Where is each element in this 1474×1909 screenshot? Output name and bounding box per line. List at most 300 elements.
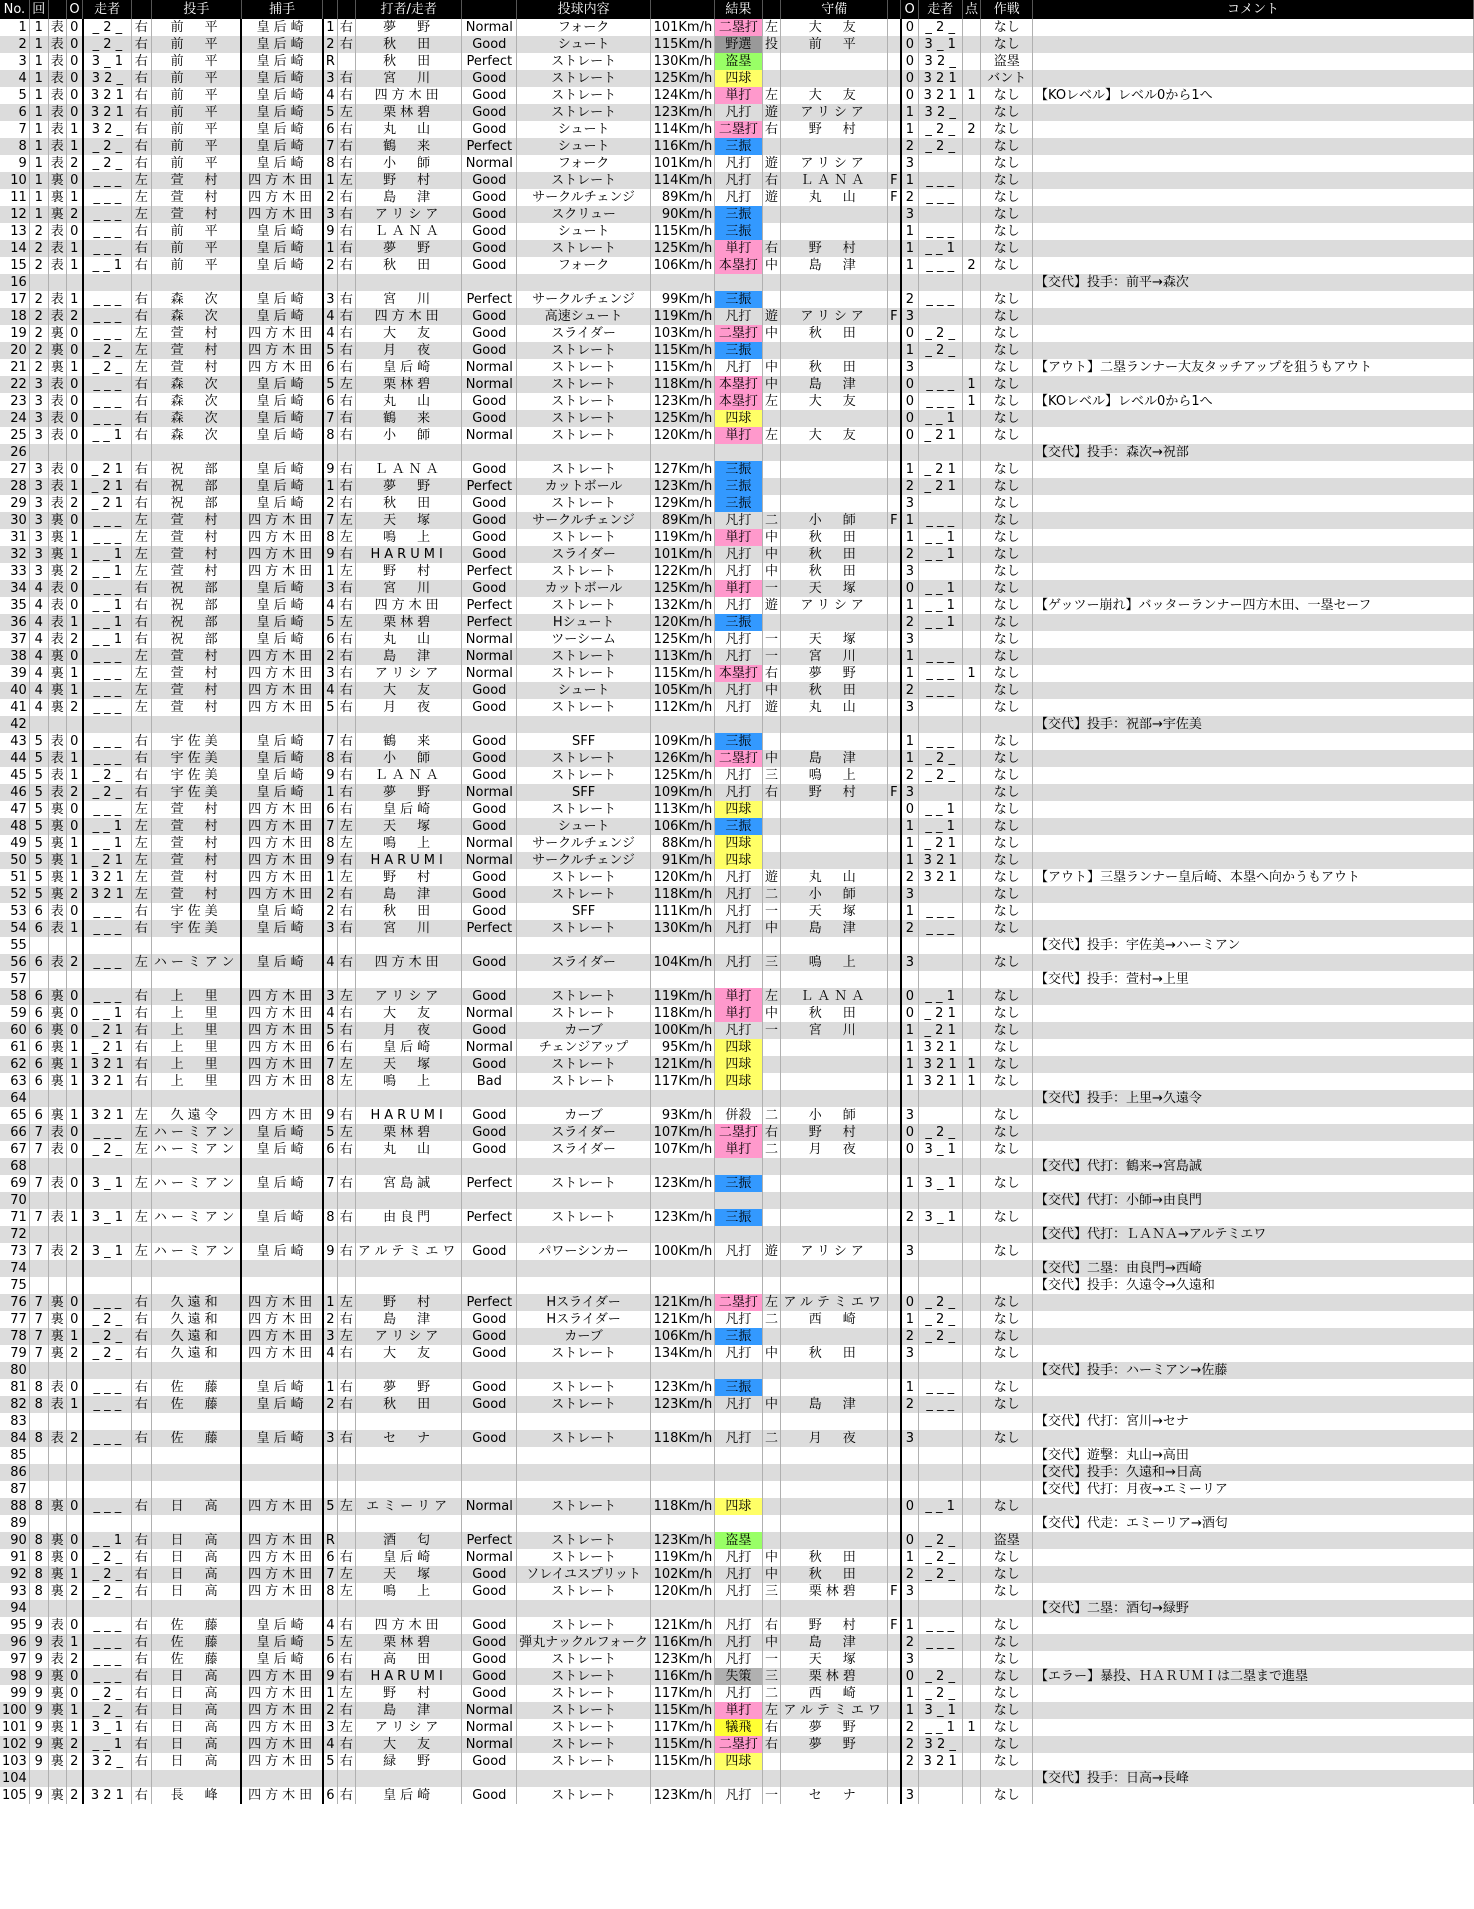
- cell-tactic: 盗塁: [981, 1532, 1033, 1549]
- header-inning: 回: [29, 0, 48, 19]
- cell-pitch-grade: Good: [462, 70, 517, 87]
- cell-foul-flag: [887, 342, 900, 359]
- cell-catcher: 四方木田: [241, 512, 323, 529]
- cell-inning: 5: [29, 886, 48, 903]
- cell-pitcher-hand: 左: [131, 342, 151, 359]
- cell-catcher: 皇后崎: [241, 631, 323, 648]
- cell-runs: [962, 614, 981, 631]
- cell-half: 表: [48, 121, 66, 138]
- cell-outs-after: 1: [901, 104, 918, 121]
- cell-pitch-type: [517, 1277, 651, 1294]
- cell-half: 裏: [48, 1702, 66, 1719]
- cell-pitcher-hand: [131, 1447, 151, 1464]
- cell-outs-after: 3: [901, 1345, 918, 1362]
- cell-pitcher-hand: 右: [131, 240, 151, 257]
- cell-runners: [83, 971, 132, 988]
- cell-batter: 島 津: [355, 648, 461, 665]
- cell-pitcher: 宇佐美: [151, 920, 241, 937]
- cell-catcher: 四方木田: [241, 1005, 323, 1022]
- cell-fielder: アルテミエワ: [781, 1702, 887, 1719]
- cell-tactic: なし: [981, 1379, 1033, 1396]
- cell-runs: [962, 1022, 981, 1039]
- cell-pitcher-hand: 右: [131, 580, 151, 597]
- cell-row-no: 100: [0, 1702, 29, 1719]
- cell-fielder: [781, 1379, 887, 1396]
- cell-runs: [962, 750, 981, 767]
- cell-tactic: なし: [981, 1073, 1033, 1090]
- cell-runners: 3 2 _: [83, 70, 132, 87]
- cell-batter-hand: [337, 1158, 355, 1175]
- cell-pitcher: 上 里: [151, 1005, 241, 1022]
- cell-pitcher: 祝 部: [151, 631, 241, 648]
- cell-row-no: 36: [0, 614, 29, 631]
- cell-runners-after: _ 2 _: [918, 1311, 962, 1328]
- cell-pitch-speed: 121Km/h: [650, 1311, 714, 1328]
- cell-tactic: なし: [981, 1022, 1033, 1039]
- cell-batting-order: 4: [323, 1345, 338, 1362]
- cell-comment: [1033, 1787, 1474, 1804]
- cell-comment: [1033, 189, 1474, 206]
- cell-half: 裏: [48, 1753, 66, 1770]
- cell-outs-after: 1: [901, 1056, 918, 1073]
- cell-pitch-speed: 106Km/h: [650, 818, 714, 835]
- cell-pitch-speed: 91Km/h: [650, 852, 714, 869]
- cell-fielder-position: [762, 53, 781, 70]
- cell-fielder-position: [762, 1498, 781, 1515]
- cell-pitch-speed: 95Km/h: [650, 1039, 714, 1056]
- cell-foul-flag: [887, 478, 900, 495]
- cell-catcher: 四方木田: [241, 325, 323, 342]
- cell-tactic: なし: [981, 580, 1033, 597]
- cell-pitcher-hand: [131, 1600, 151, 1617]
- cell-tactic: 盗塁: [981, 53, 1033, 70]
- cell-pitcher: 日 高: [151, 1702, 241, 1719]
- cell-fielder-position: [762, 1753, 781, 1770]
- cell-pitch-type: ストレート: [517, 410, 651, 427]
- cell-batter: アリシア: [355, 1328, 461, 1345]
- cell-pitch-type: カーブ: [517, 1107, 651, 1124]
- cell-runners-after: _ 2 _: [918, 121, 962, 138]
- cell-runners: _ _ _: [83, 410, 132, 427]
- cell-pitch-speed: 104Km/h: [650, 954, 714, 971]
- cell-pitcher-hand: 右: [131, 1753, 151, 1770]
- cell-batter-hand: 右: [337, 427, 355, 444]
- cell-pitch-type: ストレート: [517, 1345, 651, 1362]
- cell-batter-hand: 右: [337, 359, 355, 376]
- cell-result: [715, 1515, 762, 1532]
- cell-outs-after: 0: [901, 1005, 918, 1022]
- cell-outs: 2: [66, 784, 83, 801]
- cell-tactic: なし: [981, 1753, 1033, 1770]
- cell-outs-after: 3: [901, 886, 918, 903]
- cell-outs: 1: [66, 1107, 83, 1124]
- cell-batting-order: 2: [323, 886, 338, 903]
- cell-row-no: 9: [0, 155, 29, 172]
- cell-tactic: [981, 937, 1033, 954]
- cell-tactic: なし: [981, 903, 1033, 920]
- cell-half: 表: [48, 784, 66, 801]
- cell-outs-after: 0: [901, 1294, 918, 1311]
- cell-foul-flag: [887, 1515, 900, 1532]
- cell-pitcher-hand: 右: [131, 121, 151, 138]
- cell-catcher: [241, 1481, 323, 1498]
- cell-inning: 4: [29, 614, 48, 631]
- cell-pitcher: 森 次: [151, 291, 241, 308]
- cell-pitcher-hand: 右: [131, 376, 151, 393]
- cell-runs: [962, 1617, 981, 1634]
- cell-runners: _ 2 _: [83, 1566, 132, 1583]
- cell-batting-order: [323, 971, 338, 988]
- cell-foul-flag: [887, 291, 900, 308]
- cell-comment: 【交代】代打：小師→由良門: [1033, 1192, 1474, 1209]
- cell-runners-after: [918, 1090, 962, 1107]
- cell-pitch-speed: 119Km/h: [650, 529, 714, 546]
- cell-pitcher-hand: [131, 1226, 151, 1243]
- cell-fielder: 小 師: [781, 512, 887, 529]
- cell-batting-order: 7: [323, 818, 338, 835]
- cell-outs-after: 2: [901, 189, 918, 206]
- cell-row-no: 48: [0, 818, 29, 835]
- cell-pitch-grade: [462, 1158, 517, 1175]
- cell-pitch-type: [517, 1158, 651, 1175]
- cell-pitch-grade: Good: [462, 1124, 517, 1141]
- cell-pitcher-hand: 左: [131, 325, 151, 342]
- cell-fielder: 大 友: [781, 393, 887, 410]
- cell-outs-after: 3: [901, 699, 918, 716]
- cell-outs-after: 2: [901, 478, 918, 495]
- cell-half: 表: [48, 1243, 66, 1260]
- cell-outs-after: 1: [901, 342, 918, 359]
- cell-inning: 1: [29, 121, 48, 138]
- cell-fielder: [781, 1498, 887, 1515]
- cell-half: 表: [48, 631, 66, 648]
- cell-catcher: 皇后崎: [241, 240, 323, 257]
- cell-outs: 2: [66, 1345, 83, 1362]
- cell-fielder-position: 左: [762, 1294, 781, 1311]
- cell-result: 三振: [715, 478, 762, 495]
- cell-batter-hand: 左: [337, 563, 355, 580]
- cell-pitch-type: [517, 1192, 651, 1209]
- cell-row-no: 52: [0, 886, 29, 903]
- cell-pitcher: 萱 村: [151, 325, 241, 342]
- cell-pitch-speed: [650, 1447, 714, 1464]
- cell-pitch-grade: Good: [462, 886, 517, 903]
- cell-catcher: 四方木田: [241, 665, 323, 682]
- cell-pitch-type: ストレート: [517, 869, 651, 886]
- cell-pitch-type: サークルチェンジ: [517, 291, 651, 308]
- cell-tactic: なし: [981, 240, 1033, 257]
- cell-pitcher: 森 次: [151, 393, 241, 410]
- cell-runners-after: _ _ 1: [918, 529, 962, 546]
- cell-outs: 0: [66, 70, 83, 87]
- cell-catcher: 四方木田: [241, 1532, 323, 1549]
- cell-comment: [1033, 291, 1474, 308]
- cell-pitch-grade: Good: [462, 1396, 517, 1413]
- table-row: [0, 1328, 1474, 1345]
- cell-row-no: 76: [0, 1294, 29, 1311]
- cell-batter: 栗林碧: [355, 376, 461, 393]
- cell-foul-flag: [887, 750, 900, 767]
- cell-fielder: 夢 野: [781, 1736, 887, 1753]
- cell-pitch-speed: 134Km/h: [650, 1345, 714, 1362]
- cell-runs: [962, 682, 981, 699]
- cell-pitch-type: ストレート: [517, 1073, 651, 1090]
- cell-fielder: 天 塚: [781, 580, 887, 597]
- cell-inning: 7: [29, 1294, 48, 1311]
- cell-comment: 【KOレベル】レベル0から1へ: [1033, 87, 1474, 104]
- cell-inning: 8: [29, 1498, 48, 1515]
- cell-fielder-position: [762, 223, 781, 240]
- cell-comment: 【交代】投手：ハーミアン→佐藤: [1033, 1362, 1474, 1379]
- cell-outs: 1: [66, 852, 83, 869]
- cell-pitch-type: ストレート: [517, 342, 651, 359]
- cell-result: 三振: [715, 733, 762, 750]
- cell-inning: 6: [29, 903, 48, 920]
- cell-outs-after: 3: [901, 1787, 918, 1804]
- cell-pitch-speed: 118Km/h: [650, 1498, 714, 1515]
- cell-inning: 9: [29, 1617, 48, 1634]
- cell-catcher: [241, 1464, 323, 1481]
- header-comment: コメント: [1033, 0, 1474, 19]
- cell-outs-after: 2: [901, 546, 918, 563]
- cell-fielder-position: [762, 342, 781, 359]
- cell-batter-hand: [337, 937, 355, 954]
- cell-foul-flag: [887, 104, 900, 121]
- cell-pitch-speed: 120Km/h: [650, 869, 714, 886]
- cell-inning: 5: [29, 784, 48, 801]
- cell-pitcher: 前 平: [151, 36, 241, 53]
- cell-pitcher-hand: 左: [131, 512, 151, 529]
- cell-fielder-position: 遊: [762, 104, 781, 121]
- cell-fielder: アリシア: [781, 104, 887, 121]
- cell-pitcher: 久遠和: [151, 1294, 241, 1311]
- cell-outs-after: [901, 1192, 918, 1209]
- cell-fielder-position: [762, 835, 781, 852]
- cell-pitcher: 日 高: [151, 1736, 241, 1753]
- cell-comment: [1033, 1498, 1474, 1515]
- cell-runners-after: _ _ _: [918, 648, 962, 665]
- cell-pitcher-hand: [131, 1770, 151, 1787]
- cell-batter: [355, 1447, 461, 1464]
- cell-pitch-speed: 125Km/h: [650, 580, 714, 597]
- cell-half: 表: [48, 597, 66, 614]
- cell-inning: 4: [29, 682, 48, 699]
- cell-runners-after: _ 2 _: [918, 1685, 962, 1702]
- cell-pitcher-hand: [131, 444, 151, 461]
- cell-batter: 小 師: [355, 750, 461, 767]
- cell-result: 単打: [715, 988, 762, 1005]
- cell-batter-hand: 右: [337, 1651, 355, 1668]
- cell-comment: [1033, 223, 1474, 240]
- cell-half: 表: [48, 1124, 66, 1141]
- cell-batter-hand: [337, 1413, 355, 1430]
- cell-fielder-position: 中: [762, 750, 781, 767]
- cell-runners-after: _ _ 1: [918, 988, 962, 1005]
- cell-batter-hand: 右: [337, 1243, 355, 1260]
- cell-pitch-type: [517, 1413, 651, 1430]
- cell-outs-after: 1: [901, 597, 918, 614]
- cell-outs: [66, 1192, 83, 1209]
- cell-runners-after: 3 _ 1: [918, 36, 962, 53]
- cell-row-no: 55: [0, 937, 29, 954]
- cell-outs: 1: [66, 1634, 83, 1651]
- cell-runners: _ _ _: [83, 1634, 132, 1651]
- cell-foul-flag: [887, 1056, 900, 1073]
- cell-row-no: 22: [0, 376, 29, 393]
- cell-pitcher-hand: 左: [131, 801, 151, 818]
- cell-batter-hand: 右: [337, 801, 355, 818]
- cell-pitch-type: [517, 1260, 651, 1277]
- cell-pitcher: [151, 1464, 241, 1481]
- cell-batter-hand: 右: [337, 1617, 355, 1634]
- cell-batter-hand: 左: [337, 869, 355, 886]
- cell-pitcher-hand: 右: [131, 1005, 151, 1022]
- table-row: [0, 614, 1474, 631]
- cell-inning: 2: [29, 223, 48, 240]
- cell-pitcher: [151, 971, 241, 988]
- cell-comment: [1033, 767, 1474, 784]
- cell-half: 裏: [48, 325, 66, 342]
- cell-result: 二塁打: [715, 19, 762, 36]
- cell-fielder-position: 一: [762, 1651, 781, 1668]
- cell-pitch-speed: 123Km/h: [650, 1209, 714, 1226]
- cell-row-no: 83: [0, 1413, 29, 1430]
- cell-inning: 3: [29, 546, 48, 563]
- cell-catcher: 四方木田: [241, 1328, 323, 1345]
- cell-fielder: [781, 852, 887, 869]
- cell-half: 表: [48, 240, 66, 257]
- cell-pitch-grade: Normal: [462, 1498, 517, 1515]
- cell-half: 表: [48, 580, 66, 597]
- cell-fielder: [781, 1056, 887, 1073]
- cell-comment: 【交代】代打：宮川→セナ: [1033, 1413, 1474, 1430]
- table-row: [0, 1056, 1474, 1073]
- cell-fielder: 栗林碧: [781, 1668, 887, 1685]
- cell-catcher: 四方木田: [241, 1719, 323, 1736]
- cell-fielder-position: 二: [762, 1311, 781, 1328]
- cell-pitcher-hand: 右: [131, 1702, 151, 1719]
- cell-runners: _ _ _: [83, 699, 132, 716]
- cell-batting-order: [323, 1770, 338, 1787]
- cell-batting-order: 6: [323, 1039, 338, 1056]
- cell-runners: _ 2 _: [83, 1328, 132, 1345]
- cell-pitch-type: [517, 1447, 651, 1464]
- cell-outs: 0: [66, 1685, 83, 1702]
- cell-tactic: なし: [981, 495, 1033, 512]
- cell-result: 凡打: [715, 308, 762, 325]
- cell-outs: 0: [66, 597, 83, 614]
- cell-tactic: なし: [981, 1549, 1033, 1566]
- cell-batter: 秋 田: [355, 36, 461, 53]
- cell-inning: [29, 971, 48, 988]
- cell-pitcher: 久遠和: [151, 1345, 241, 1362]
- cell-outs: 0: [66, 580, 83, 597]
- cell-pitch-speed: 120Km/h: [650, 614, 714, 631]
- cell-runners: _ 2 1: [83, 495, 132, 512]
- cell-batter: 四方木田: [355, 308, 461, 325]
- cell-comment: 【交代】投手：宇佐美→ハーミアン: [1033, 937, 1474, 954]
- cell-pitch-grade: Normal: [462, 648, 517, 665]
- cell-pitch-grade: Good: [462, 1243, 517, 1260]
- cell-tactic: なし: [981, 1787, 1033, 1804]
- cell-pitch-speed: 88Km/h: [650, 835, 714, 852]
- cell-batter: 月 夜: [355, 1022, 461, 1039]
- cell-fielder-position: 中: [762, 1549, 781, 1566]
- cell-batter: 栗林碧: [355, 614, 461, 631]
- cell-catcher: 四方木田: [241, 1498, 323, 1515]
- cell-fielder: 野 村: [781, 784, 887, 801]
- cell-pitch-type: ストレート: [517, 376, 651, 393]
- cell-foul-flag: [887, 563, 900, 580]
- cell-inning: 2: [29, 325, 48, 342]
- cell-pitcher: 森 次: [151, 376, 241, 393]
- cell-batting-order: [323, 937, 338, 954]
- cell-runs: [962, 342, 981, 359]
- cell-tactic: なし: [981, 325, 1033, 342]
- cell-runners: _ _ 1: [83, 257, 132, 274]
- cell-fielder: [781, 1192, 887, 1209]
- cell-pitcher-hand: 右: [131, 53, 151, 70]
- cell-fielder: 丸 山: [781, 869, 887, 886]
- cell-result: [715, 274, 762, 291]
- cell-outs: 2: [66, 1753, 83, 1770]
- cell-fielder: [781, 410, 887, 427]
- cell-pitcher: 森 次: [151, 410, 241, 427]
- cell-outs-after: 2: [901, 920, 918, 937]
- cell-runs: [962, 835, 981, 852]
- cell-pitcher-hand: 左: [131, 1124, 151, 1141]
- cell-catcher: 皇后崎: [241, 1430, 323, 1447]
- cell-half: 裏: [48, 1549, 66, 1566]
- cell-half: [48, 1260, 66, 1277]
- cell-outs-after: 0: [901, 988, 918, 1005]
- cell-batter-hand: 右: [337, 495, 355, 512]
- cell-pitch-speed: 106Km/h: [650, 257, 714, 274]
- cell-pitch-grade: Good: [462, 342, 517, 359]
- cell-runs: [962, 189, 981, 206]
- cell-runners-after: _ _ _: [918, 189, 962, 206]
- cell-outs: 0: [66, 461, 83, 478]
- cell-pitcher-hand: 右: [131, 1022, 151, 1039]
- cell-fielder: アリシア: [781, 308, 887, 325]
- cell-tactic: なし: [981, 869, 1033, 886]
- cell-fielder-position: 左: [762, 19, 781, 36]
- header-runs: 点: [962, 0, 981, 19]
- cell-pitch-type: [517, 1770, 651, 1787]
- cell-half: [48, 1770, 66, 1787]
- cell-pitcher: 上 里: [151, 988, 241, 1005]
- cell-pitch-speed: 125Km/h: [650, 240, 714, 257]
- table-row: [0, 495, 1474, 512]
- cell-pitch-grade: Good: [462, 1022, 517, 1039]
- cell-runners-after: [918, 784, 962, 801]
- cell-fielder: 天 塚: [781, 903, 887, 920]
- cell-comment: [1033, 121, 1474, 138]
- cell-fielder-position: 左: [762, 393, 781, 410]
- cell-outs: 0: [66, 801, 83, 818]
- cell-foul-flag: [887, 886, 900, 903]
- cell-batting-order: 6: [323, 801, 338, 818]
- cell-fielder: [781, 818, 887, 835]
- cell-pitch-speed: 101Km/h: [650, 546, 714, 563]
- cell-pitch-type: ストレート: [517, 767, 651, 784]
- cell-half: 表: [48, 138, 66, 155]
- cell-pitcher-hand: 右: [131, 291, 151, 308]
- cell-row-no: 67: [0, 1141, 29, 1158]
- cell-row-no: 104: [0, 1770, 29, 1787]
- cell-row-no: 59: [0, 1005, 29, 1022]
- cell-fielder-position: [762, 852, 781, 869]
